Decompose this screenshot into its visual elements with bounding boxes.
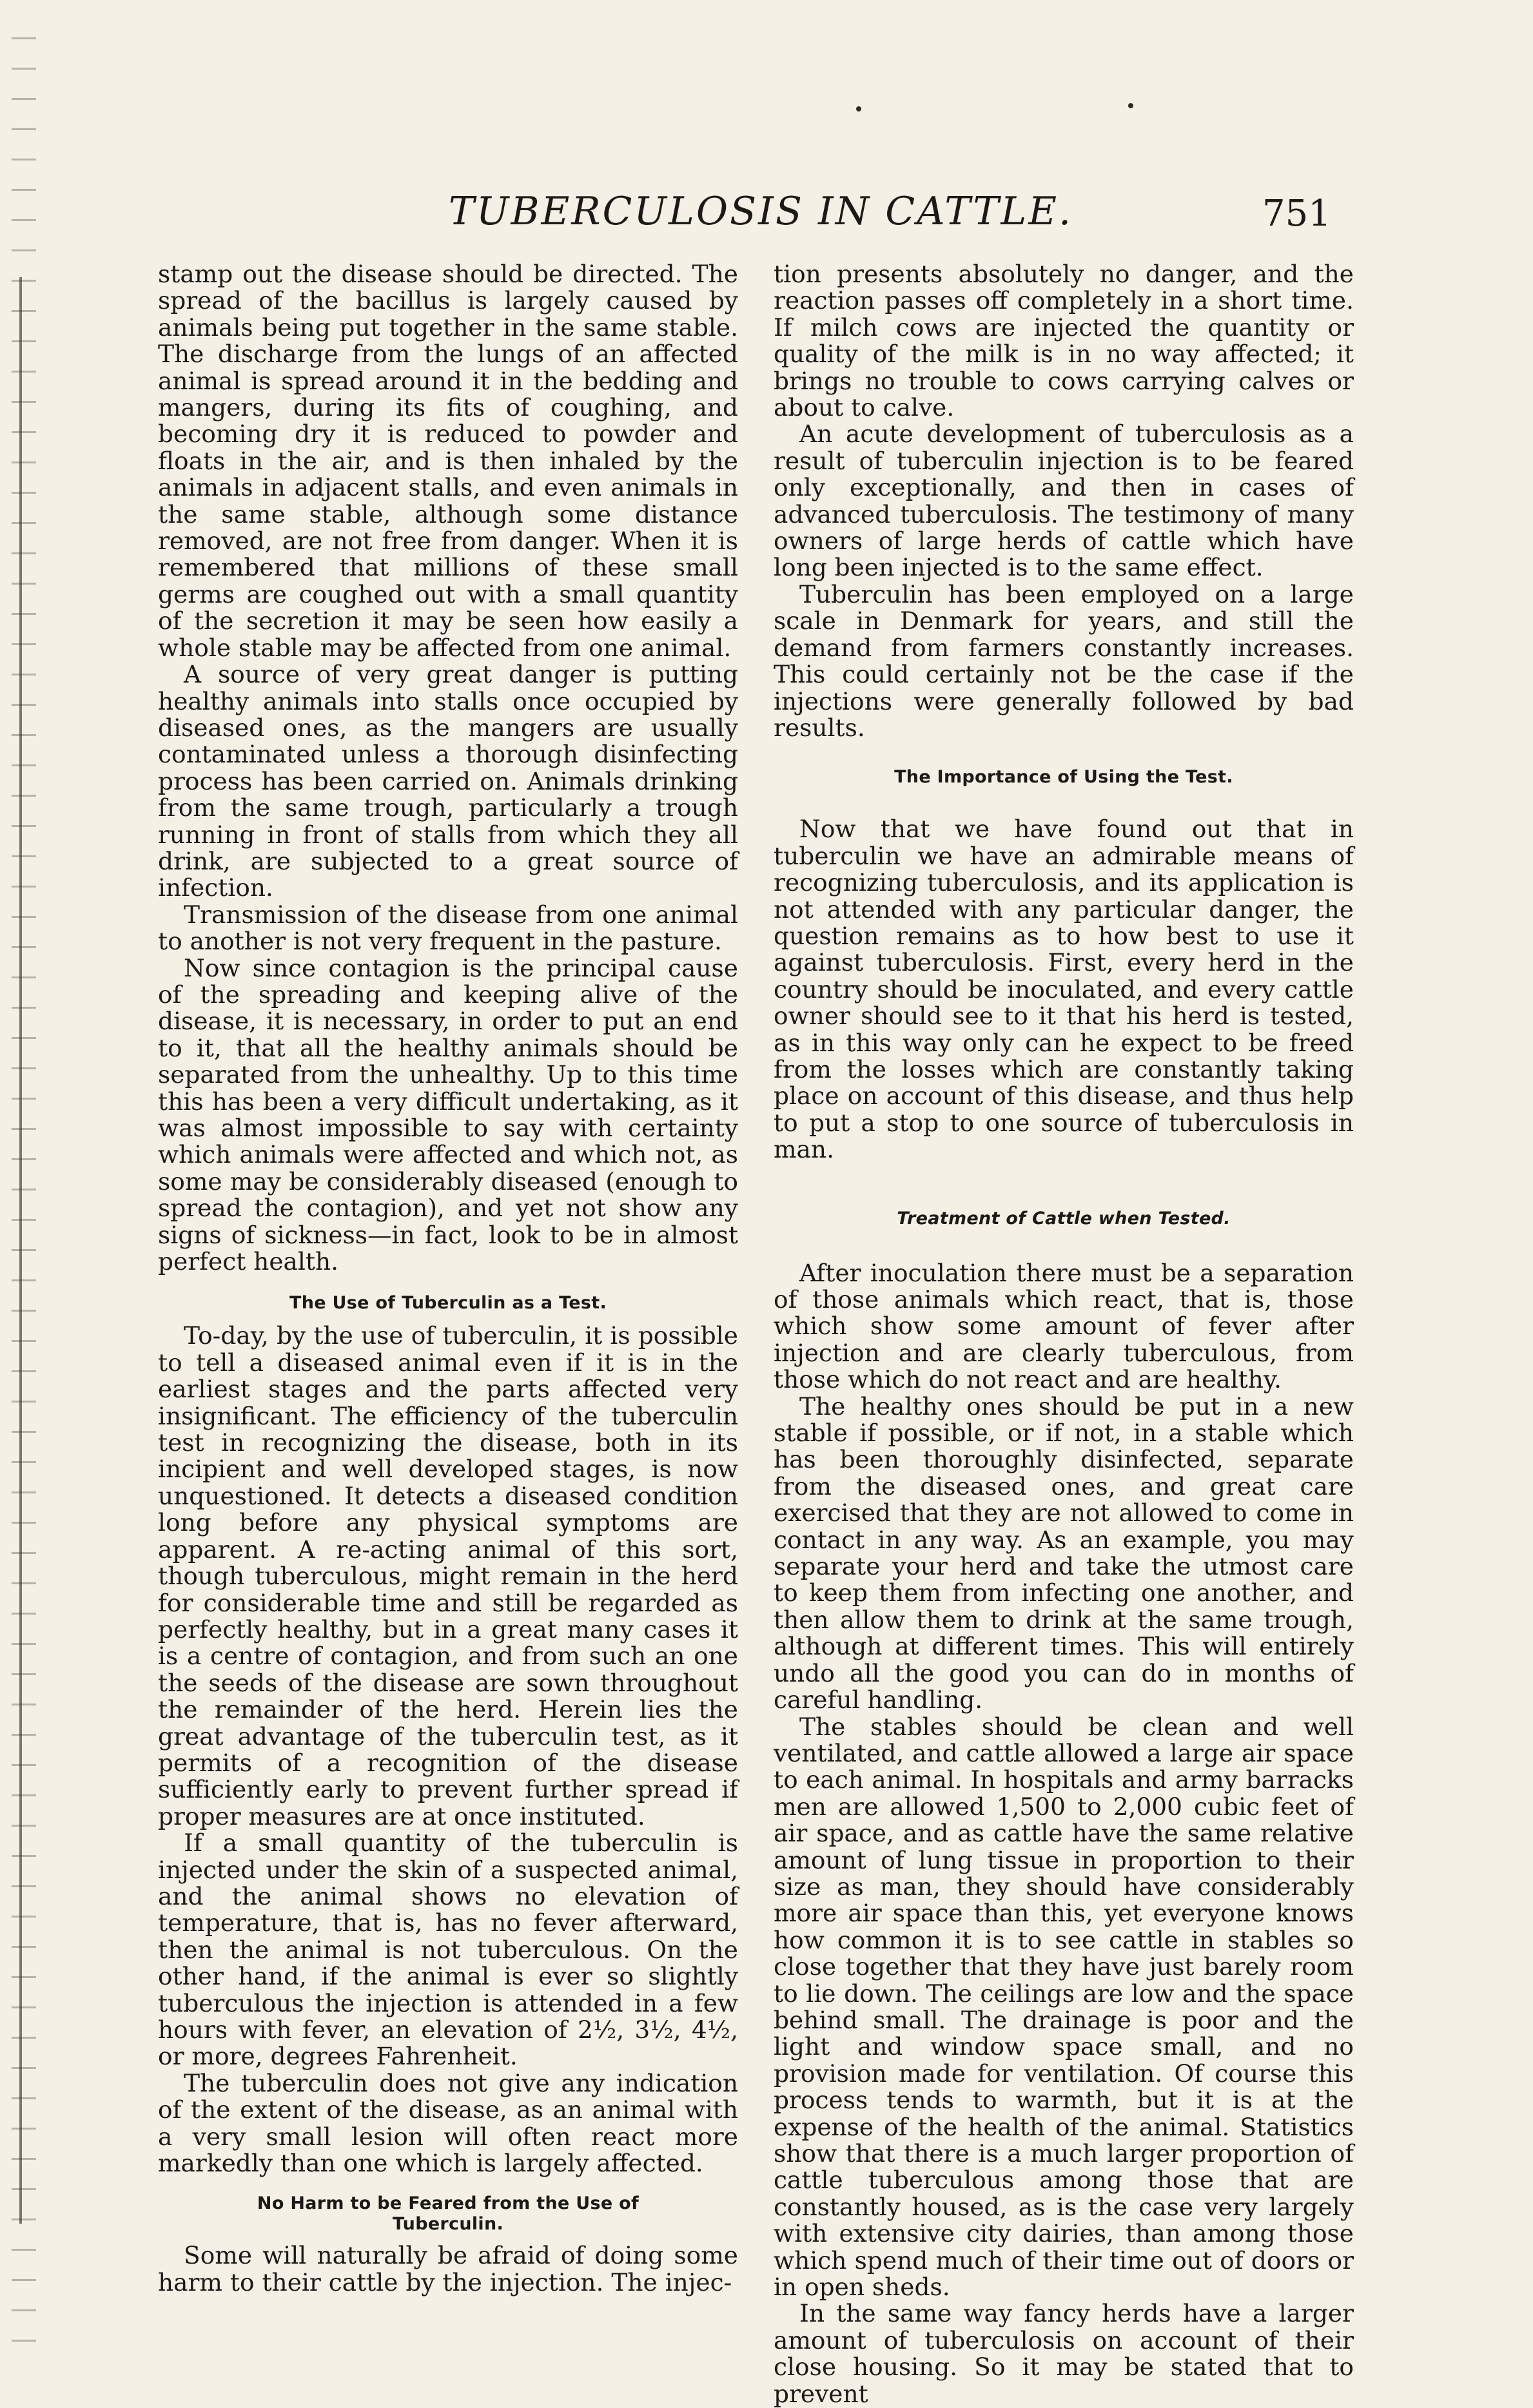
paragraph: The stables should be clean and well ventilated, and cattle allowed a large air space to each animal. In hospitals and army barracks men are allowed 1,500 to 2,000 cubic feet of air space, and as cattle have the same relative amount of lung tissue in proportion to their size as man, they should have considerably more air space than this, yet everyone knows how common it is to see cattle in stables so close together that they have just barely room to lie down. The ceilings are low and the space behind small. The drainage is poor and the light and window space small, and no provision made for ventilation. Of course this process tends to warmth, but it is at the expense of the health of the animal. Statistics show that there is a much larger proportion of cattle tuberculous among those that are constantly housed, as is the case very largely with extensive city dairies, than among those which spend much of their time out of doors or in open sheds. [774, 1712, 1354, 2302]
page-number: 751 [1262, 193, 1331, 235]
paragraph: Tuberculin has been employed on a large scale in Denmark for years, and still the demand from farmers constantly increases. This could certainly not be the case if the injections were generally followed by bad results. [774, 579, 1354, 742]
section-heading: The Use of Tuberculin as a Test. [289, 1293, 607, 1314]
paragraph: Now that we have found out that in tuberculin we have an admirable means of recognizing tuberculosis, and its application is not attended with any particular danger, the question remains as to how best to use it against tuberculosis. First, every herd in the country should be inoculated, and every cattle owner should see to it that his herd is tested, as in this way only can he expect to be freed from the losses which are constantly taking place on account of this disease, and thus help to put a stop to one source of tuberculosis in man. [774, 815, 1354, 1164]
section-heading: Treatment of Cattle when Tested. [897, 1208, 1231, 1228]
paragraph: If a small quantity of the tuberculin is injected under the skin of a suspected animal, and the animal shows no elevation of temperature, that is, has no fever afterward, then the animal is not tuberculous. On the other hand, if the animal is ever so slightly tuberculous the injection is attended in a few hours with fever, an elevation of 2½, 3½, 4½, or more, degrees Fahrenheit. [158, 1829, 738, 2071]
paragraph: Some will naturally be afraid of doing some harm to their cattle by the injection. The injec- [158, 2241, 738, 2296]
paragraph: In the same way fancy herds have a larger amount of tuberculosis on account of their close housing. So it may be stated that to prevent [774, 2299, 1354, 2408]
running-header-title: TUBERCULOSIS IN CATTLE. [448, 189, 1073, 234]
section-heading: The Importance of Using the Test. [894, 767, 1233, 788]
paragraph: A source of very great danger is putting healthy animals into stalls once occupied by diseased ones, as the mangers are usually contaminated unless a thorough disinfecting process has been carried on. Animals drinking from the same trough, particularly a trough running in front of stalls from which they all drink, are subjected to a great source of infection. [158, 660, 738, 902]
paragraph: tion presents absolutely no danger, and the reaction passes off completely in a short time. If milch cows are injected the quantity or quality of the milk is in no way affected; it brings no trouble to cows carrying calves or about to calve. [774, 260, 1354, 422]
binding-edge [19, 277, 22, 2224]
binding-shadow [12, 26, 36, 2346]
paragraph: stamp out the disease should be directed. The spread of the bacillus is largely caused by animals being put together in the same stable. The discharge from the lungs of an affected animal is spread around it in the bedding and mangers, during its fits of coughing, and becoming dry it is reduced to powder and floats in the air, and is then inhaled by the animals in adjacent stalls, and even animals in the same stable, although some distance removed, are not free from danger. When it is remembered that millions of these small germs are coughed out with a small quantity of the secretion it may be seen how easily a whole stable may be affected from one animal. [158, 260, 738, 662]
paragraph: The healthy ones should be put in a new stable if possible, or if not, in a stable which has been thoroughly disinfected, separate from the diseased ones, and great care exercised that they are not allowed to come in contact in any way. As an example, you may separate your herd and take the utmost care to keep them from infecting one another, and then allow them to drink at the same trough, although at different times. This will entirely undo all the good you can do in months of careful handling. [774, 1392, 1354, 1714]
right-column [774, 261, 1354, 2407]
ink-speck [1128, 103, 1133, 108]
paragraph: To-day, by the use of tuberculin, it is possible to tell a diseased animal even if it is in the earliest stages and the parts affected very insignificant. The efficiency of the tuberculin test in recognizing the disease, both in its incipient and well developed stages, is now unquestioned. It detects a diseased condition long before any physical symptoms are apparent. A re-acting animal of this sort, though tuberculous, might remain in the herd for considerable time and still be regarded as perfectly healthy, but in a great many cases it is a centre of contagion, and from such an one the seeds of the disease are sown throughout the remainder of the herd. Herein lies the great advantage of the tuberculin test, as it permits of a recognition of the disease sufficiently early to prevent further spread if proper measures are at once instituted. [158, 1321, 738, 1830]
section-heading: No Harm to be Feared from the Use of Tuberculin. [257, 2193, 640, 2235]
paragraph: An acute development of tuberculosis as a result of tuberculin injection is to be feared only exceptionally, and then in cases of advanced tuberculosis. The testimony of many owners of large herds of cattle which have long been injected is to the same effect. [774, 420, 1354, 582]
paragraph: Now since contagion is the principal cause of the spreading and keeping alive of the disease, it is necessary, in order to put an end to it, that all the healthy animals should be separated from the unhealthy. Up to this time this has been a very difficult undertaking, as it was almost impossible to say with certainty which animals were affected and which not, as some may be considerably diseased (enough to spread the contagion), and yet not show any signs of sickness—in fact, look to be in almost perfect health. [158, 953, 738, 1276]
ink-speck [856, 106, 861, 112]
paragraph: After inoculation there must be a separation of those animals which react, that is, those which show some amount of fever after injection and are clearly tuberculous, from those which do not react and are healthy. [774, 1258, 1354, 1394]
paragraph: Transmission of the disease from one animal to another is not very frequent in the pasture. [158, 900, 738, 956]
paragraph: The tuberculin does not give any indication of the extent of the disease, as an animal with a very small lesion will often react more markedly than one which is largely affected. [158, 2068, 738, 2178]
left-column [158, 261, 738, 2296]
